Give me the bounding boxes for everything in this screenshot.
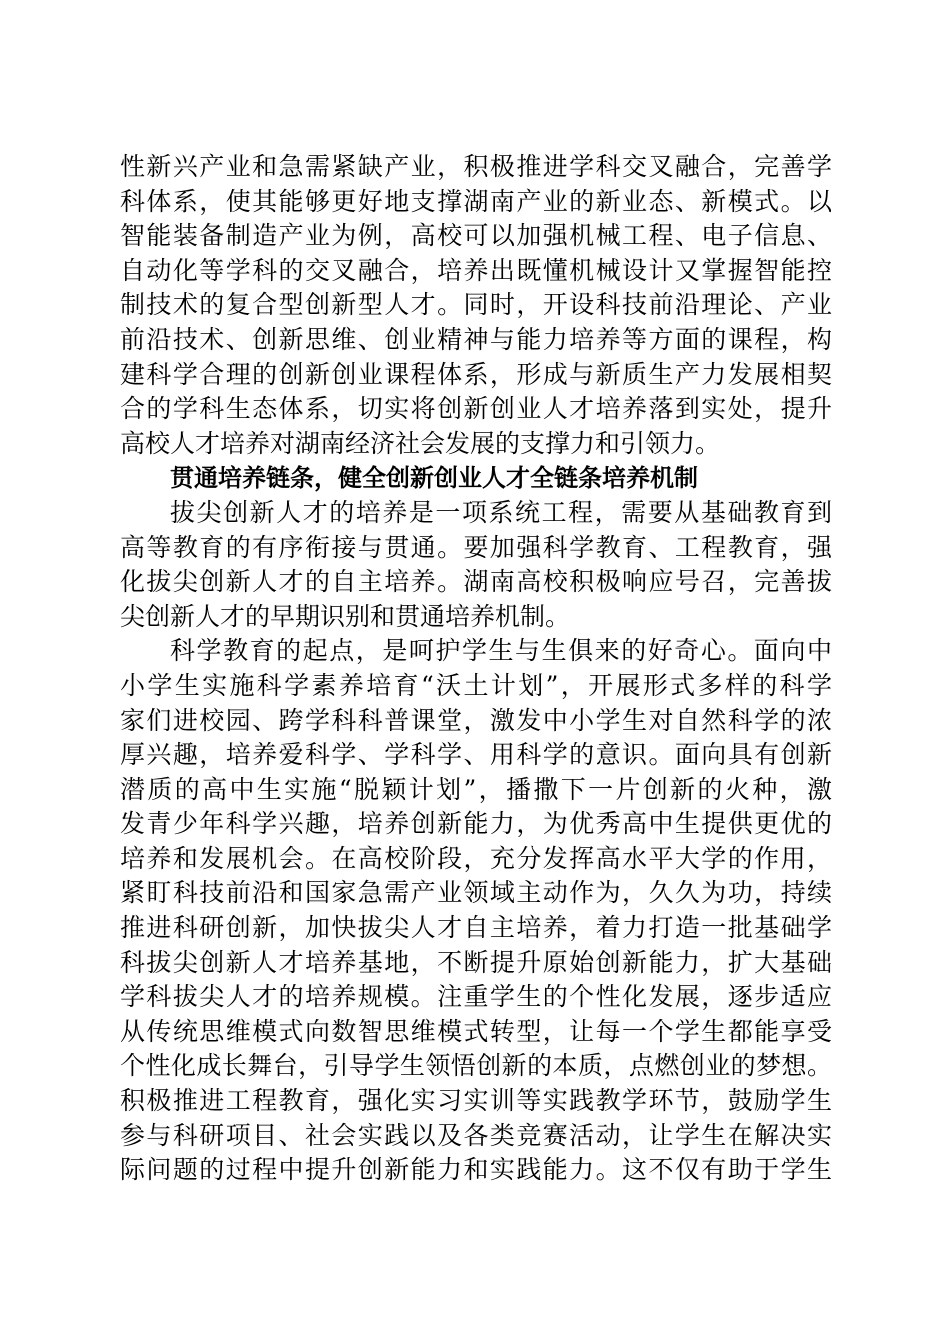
paragraph-1 <box>120 150 832 461</box>
text-line: 高校人才培养对湖南经济社会发展的支撑力和引领力。 <box>120 428 721 458</box>
text-line: 际问题的过程中提升创新能力和实践能力。这不仅有助于学生 <box>120 1155 832 1185</box>
text-line: 培养和发展机会。在高校阶段，充分发挥高水平大学的作用， <box>120 843 832 873</box>
text-line: 高等教育的有序衔接与贯通。要加强科学教育、工程教育，强 <box>120 532 832 562</box>
text-line: 紧盯科技前沿和国家急需产业领域主动作为，久久为功，持续 <box>120 878 832 908</box>
text-line: 制技术的复合型创新型人才。同时，开设科技前沿理论、产业 <box>120 290 832 320</box>
text-line: 智能装备制造产业为例，高校可以加强机械工程、电子信息、 <box>120 221 832 251</box>
text-line: 科学教育的起点，是呵护学生与生俱来的好奇心。面向中 <box>170 636 832 666</box>
text-line: 学科拔尖人才的培养规模。注重学生的个性化发展，逐步适应 <box>120 982 832 1012</box>
text-line: 小学生实施科学素养培育“沃土计划”，开展形式多样的科学 <box>120 670 832 700</box>
text-line: 积极推进工程教育，强化实习实训等实践教学环节，鼓励学生 <box>120 1086 832 1116</box>
text-line: 尖创新人才的早期识别和贯通培养机制。 <box>120 601 571 631</box>
text-line: 自动化等学科的交叉融合，培养出既懂机械设计又掌握智能控 <box>120 255 832 285</box>
text-line: 拔尖创新人才的培养是一项系统工程，需要从基础教育到 <box>170 497 832 527</box>
paragraph-2 <box>120 496 832 634</box>
text-line: 合的学科生态体系，切实将创新创业人才培养落到实处，提升 <box>120 394 832 424</box>
text-line: 个性化成长舞台，引导学生领悟创新的本质，点燃创业的梦想。 <box>120 1051 832 1081</box>
text-line: 化拔尖创新人才的自主培养。湖南高校积极响应号召，完善拔 <box>120 567 832 597</box>
document-page <box>120 150 832 1188</box>
text-line: 建科学合理的创新创业课程体系，形成与新质生产力发展相契 <box>120 359 832 389</box>
text-line: 从传统思维模式向数智思维模式转型，让每一个学生都能享受 <box>120 1016 832 1046</box>
text-line: 潜质的高中生实施“脱颖计划”，播撒下一片创新的火种，激 <box>120 774 832 804</box>
text-line: 科拔尖创新人才培养基地，不断提升原始创新能力，扩大基础 <box>120 947 832 977</box>
text-line: 推进科研创新，加快拔尖人才自主培养，着力打造一批基础学 <box>120 913 832 943</box>
paragraph-3 <box>120 634 832 1188</box>
text-line: 科体系，使其能够更好地支撑湖南产业的新业态、新模式。以 <box>120 186 832 216</box>
text-line: 厚兴趣，培养爱科学、学科学、用科学的意识。面向具有创新 <box>120 740 832 770</box>
text-line: 性新兴产业和急需紧缺产业，积极推进学科交叉融合，完善学 <box>120 152 832 181</box>
text-line: 家们进校园、跨学科科普课堂，激发中小学生对自然科学的浓 <box>120 705 832 735</box>
section-heading: 贯通培养链条，健全创新创业人才全链条培养机制 <box>170 464 698 493</box>
text-line: 参与科研项目、社会实践以及各类竞赛活动，让学生在解决实 <box>120 1120 832 1150</box>
text-line: 前沿技术、创新思维、创业精神与能力培养等方面的课程，构 <box>120 324 832 354</box>
text-line: 发青少年科学兴趣，培养创新能力，为优秀高中生提供更优的 <box>120 809 832 839</box>
